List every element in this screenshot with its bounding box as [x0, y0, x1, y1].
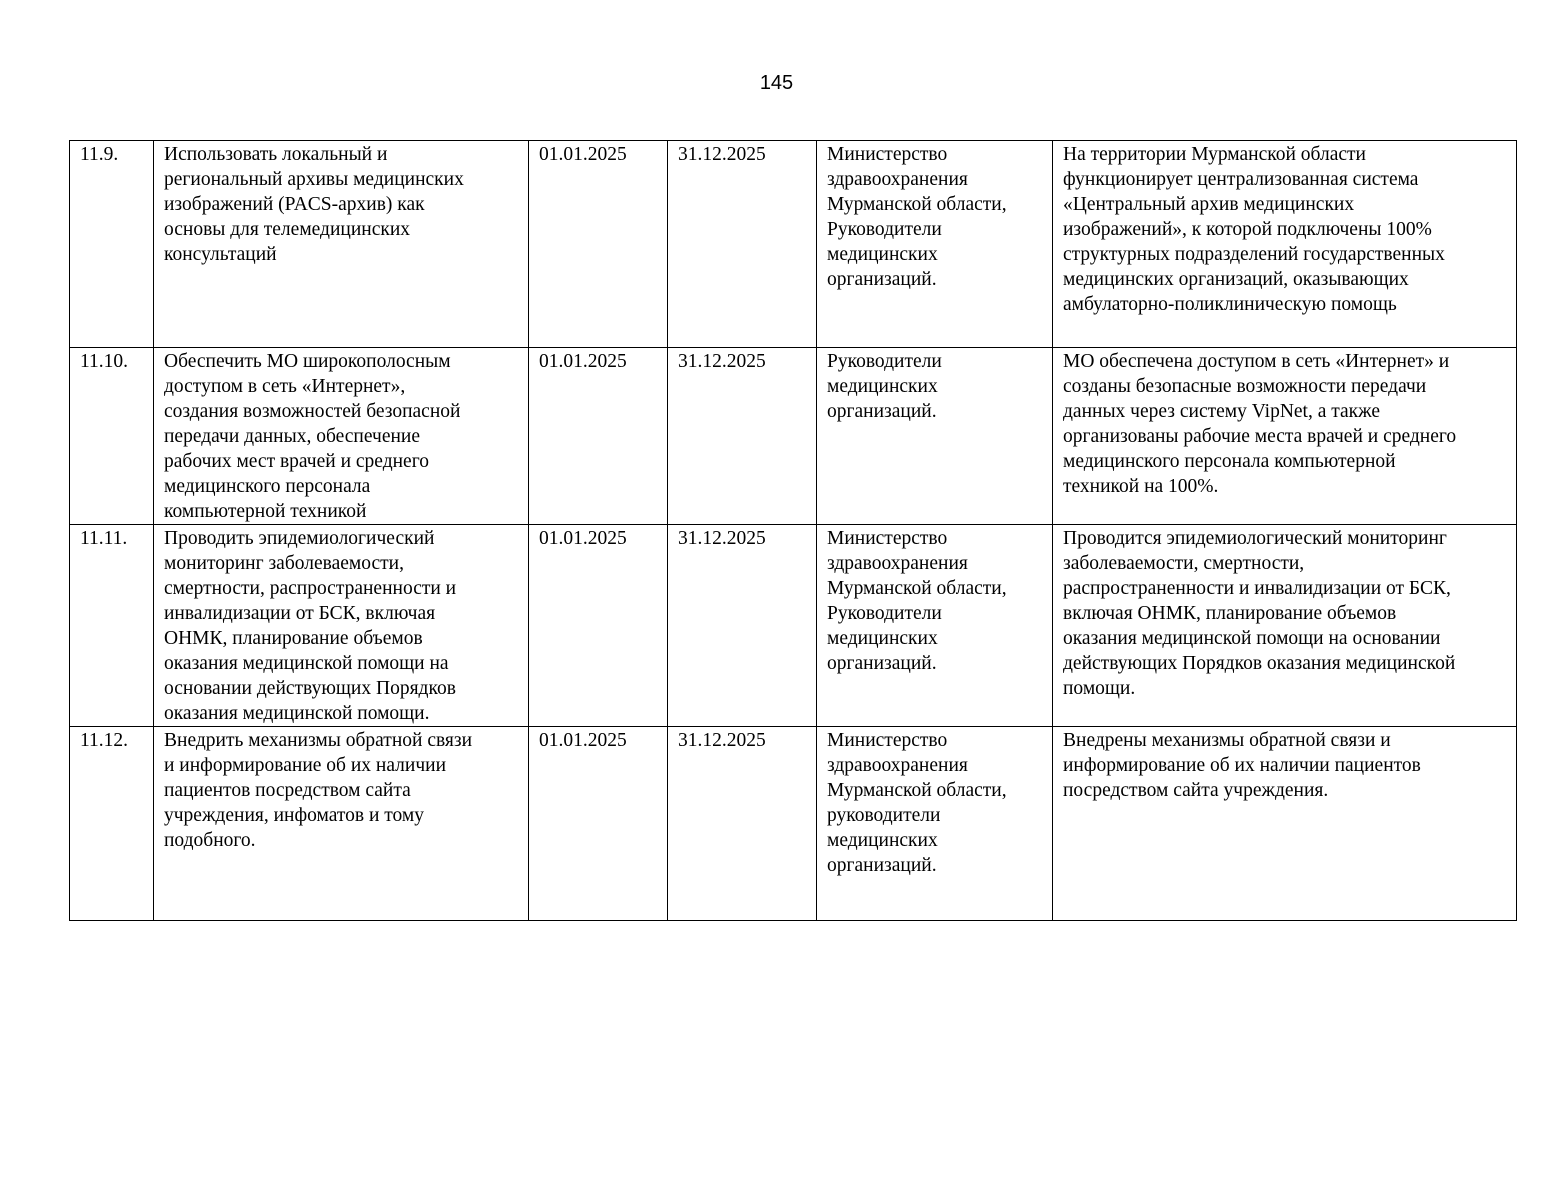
start-date-cell: 01.01.2025	[529, 727, 668, 921]
item-number: 11.11.	[70, 525, 154, 727]
page-number: 145	[759, 72, 794, 94]
start-date-cell: 01.01.2025	[529, 525, 668, 727]
measures-table	[69, 140, 1517, 921]
item-number: 11.12.	[70, 727, 154, 921]
responsible-cell: Министерство здравоохранения Мурманской области, Руководители медицинских организаций.	[817, 141, 1053, 348]
start-date-cell: 01.01.2025	[529, 141, 668, 348]
end-date-cell: 31.12.2025	[668, 525, 817, 727]
result-cell: Внедрены механизмы обратной связи и информирование об их наличии пациентов посредством сайта учреждения.	[1053, 727, 1517, 921]
responsible-cell: Министерство здравоохранения Мурманской области, Руководители медицинских организаций.	[817, 525, 1053, 727]
responsible-cell: Министерство здравоохранения Мурманской области, руководители медицинских организаций.	[817, 727, 1053, 921]
action-cell: Внедрить механизмы обратной связи и информирование об их наличии пациентов посредством сайта учреждения, инфоматов и тому подобного.	[154, 727, 529, 921]
start-date-cell: 01.01.2025	[529, 348, 668, 525]
table-row	[70, 727, 1517, 921]
action-cell: Использовать локальный и региональный архивы медицинских изображений (PACS-архив) как основы для телемедицинских консультаций	[154, 141, 529, 348]
end-date-cell: 31.12.2025	[668, 141, 817, 348]
action-cell: Проводить эпидемиологический мониторинг заболеваемости, смертности, распространенности и инвалидизации от БСК, включая ОНМК, планирование объемов оказания медицинской помощи на основании действующих Порядков оказания медицинской помощи.	[154, 525, 529, 727]
table-row	[70, 348, 1517, 525]
table-row	[70, 141, 1517, 348]
result-cell: Проводится эпидемиологический мониторинг заболеваемости, смертности, распространенности и инвалидизации от БСК, включая ОНМК, планирование объемов оказания медицинской помощи на основании действующих Порядков оказания медицинской помощи.	[1053, 525, 1517, 727]
item-number: 11.10.	[70, 348, 154, 525]
end-date-cell: 31.12.2025	[668, 348, 817, 525]
responsible-cell: Руководители медицинских организаций.	[817, 348, 1053, 525]
result-cell: На территории Мурманской области функционирует централизованная система «Центральный архив медицинских изображений», к которой подключены 100% структурных подразделений государственных медицинских организаций, оказывающих амбулаторно-поликлиническую помощь	[1053, 141, 1517, 348]
item-number: 11.9.	[70, 141, 154, 348]
action-cell: Обеспечить МО широкополосным доступом в сеть «Интернет», создания возможностей безопасной передачи данных, обеспечение рабочих мест врачей и среднего медицинского персонала компьютерной техникой	[154, 348, 529, 525]
result-cell: МО обеспечена доступом в сеть «Интернет» и созданы безопасные возможности передачи данных через систему VipNet, а также организованы рабочие места врачей и среднего медицинского персонала компьютерной техникой на 100%.	[1053, 348, 1517, 525]
table-row	[70, 525, 1517, 727]
end-date-cell: 31.12.2025	[668, 727, 817, 921]
